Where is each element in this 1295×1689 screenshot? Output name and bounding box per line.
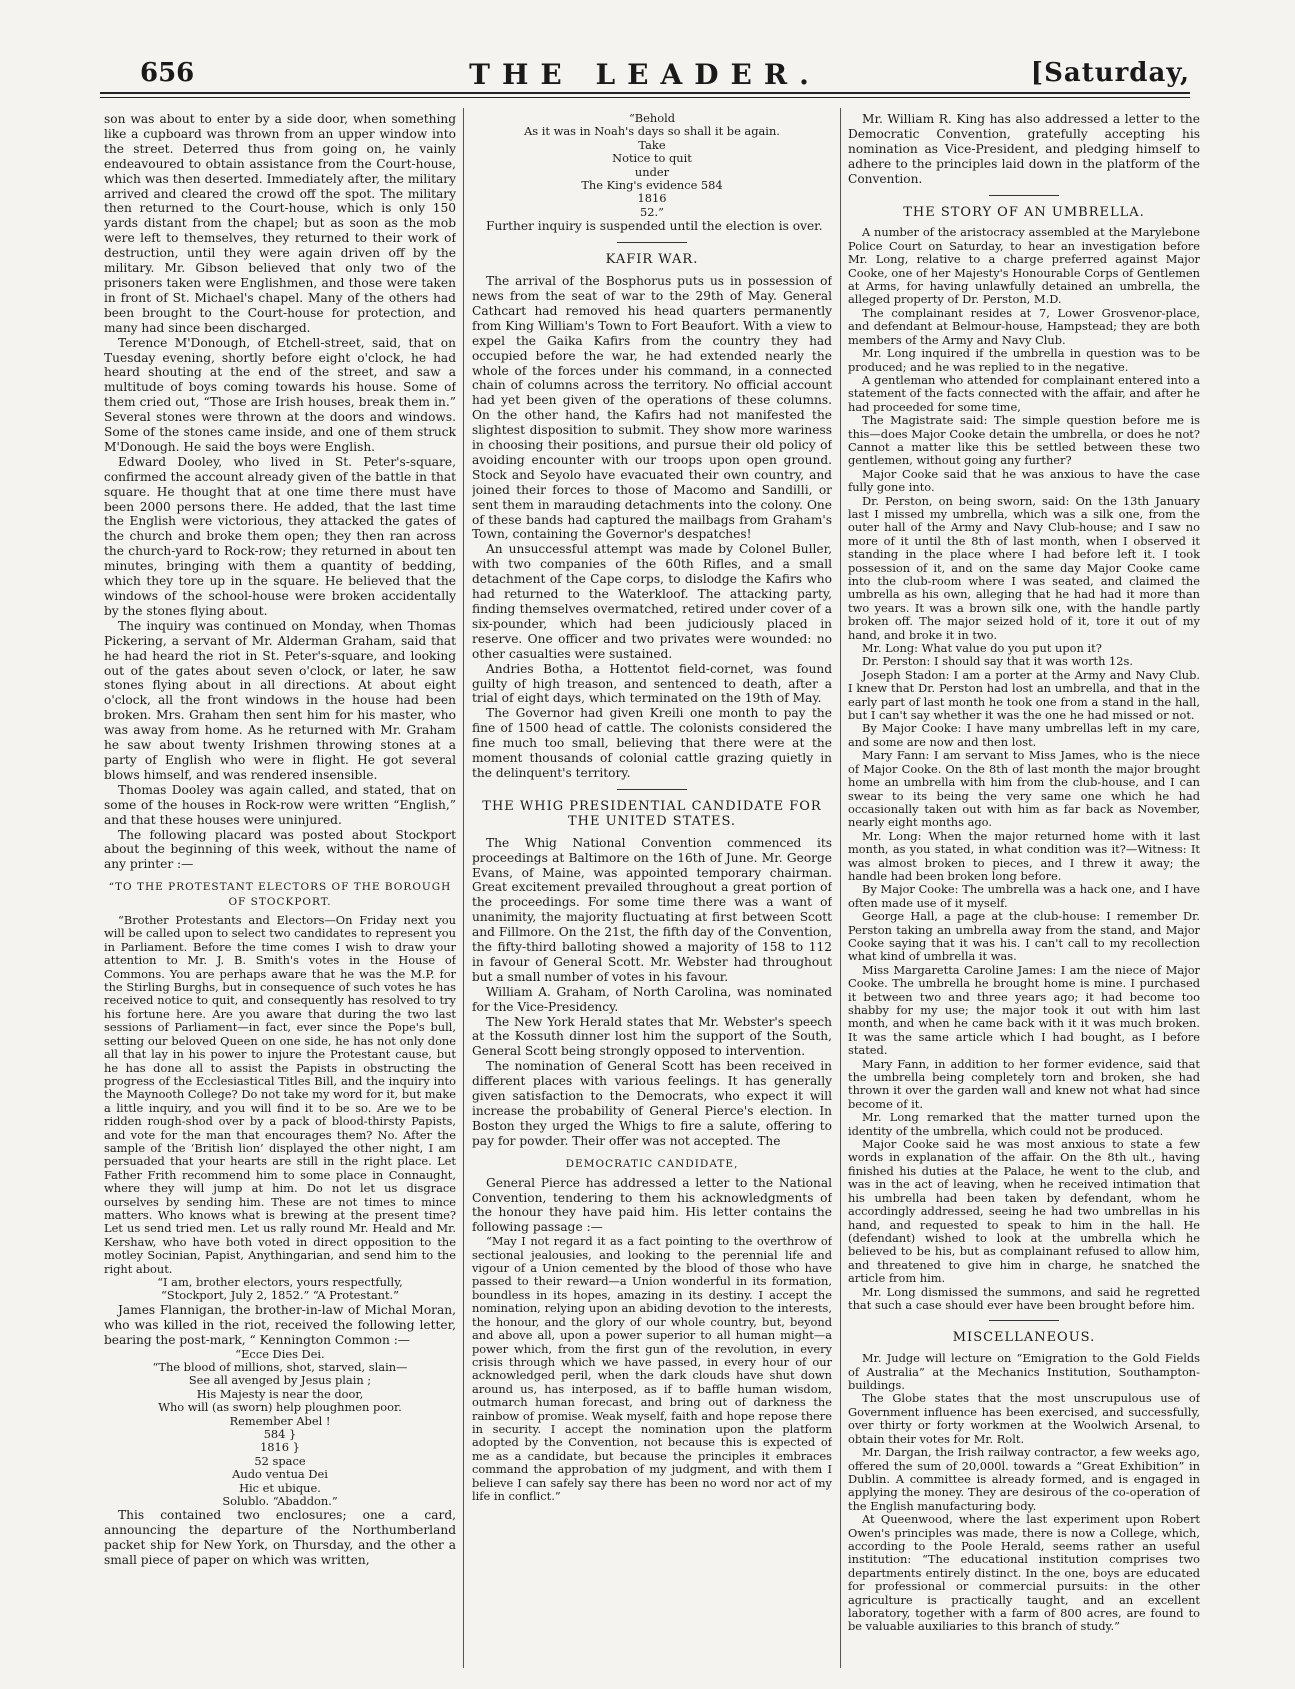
paragraph: Edward Dooley, who lived in St. Peter's-square, confirmed the account already given of the battle in that square. He thought that at one time there must have been 2000 persons there. He added, that the last time the English were victorious, they attacked the gates of the church and broke them open; they then ran across the church-yard to Rock-row; they returned in about ten minutes, bringing with them a quantity of bedding, which they tore up in the square. He believed that the windows of the school-house were broken accidentally by the stones flying about. xyxy=(104,454,456,618)
paragraph: An unsuccessful attempt was made by Colonel Buller, with two companies of the 60th Rifles, and a small detachment of the Cape corps, to dislodge the Kafirs who had returned to the Waterkloof. The attacking party, finding themselves overmatched, retired under cover of a six-pounder, which had been judiciously placed in reserve. One officer and two privates were wounded: no other casualties were sustained. xyxy=(472,542,832,661)
masthead-title: THE LEADER. xyxy=(469,58,821,91)
paragraph: Mr. Long: When the major returned home with it last month, as you stated, in what condition was it?—Witness: It was almost broken to pieces, and I threw it away; the handle had been broken long before. xyxy=(848,828,1200,883)
paragraph: Further inquiry is suspended until the election is over. xyxy=(486,219,823,234)
paragraph: George Hall, a page at the club-house: I remember Dr. Perston taking an umbrella away from the stand, and Major Cooke saying that it was his. I can't call to my recollection what kind of umbrella it was. xyxy=(848,909,1200,964)
paragraph: William A. Graham, of North Carolina, was nominated for the Vice-Presidency. xyxy=(472,984,832,1014)
placard-text: “Brother Protestants and Electors—On Friday next you will be called upon to select two candidates to represent you in Parliament. Before the time comes I wish to draw your attention to Mr. J. B. Smith's votes in the House of Commons. You are perhaps aware that he was the M.P. for the Stirling Burghs, but in consequence of such votes he has received notice to quit, and consequently has resolved to try his fortune here. Are you aware that during the two last sessions of Parliament—in fact, ever since the Pope's bull, setting our beloved Queen on one side, he has not only done all that lay in his power to injure the Protestant cause, but he has done all to assist the Papists in obstructing the progress of the Ecclesiastical Titles Bill, and the inquiry into the Maynooth College? Do not take my word for it, but make a little inquiry, and you will find it to be so. Are we to be ridden rough-shod over by a pack of blood-thirsty Papists, and vote for the man that encourages them? No. After the sample of the ‘British lion’ displayed the other night, I am persuaded that your hearts are still in the right place. Let Father Frith recommend him to some place in Connaught, where they will jump at him. Do not let us disgrace ourselves by sending him. These are not times to mince matters. Who knows what is brewing at the present time? Let us send tried men. Let us rally round Mr. Heald and Mr. Kershaw, who have both voted in direct opposition to the motley Socinian, Papist, Anythingarian, and send him to the right about. xyxy=(104,913,456,1276)
verse-line: As it was in Noah's days so shall it be again. xyxy=(524,124,780,139)
section-separator xyxy=(989,1320,1059,1321)
placard-heading: “TO THE PROTESTANT ELECTORS OF THE BOROUGH OF STOCKPORT. xyxy=(108,881,452,909)
paragraph: By Major Cooke: I have many umbrellas left in my care, and some are now and then lost. xyxy=(848,721,1200,749)
paragraph: By Major Cooke: The umbrella was a hack one, and I have often made use of it myself. xyxy=(848,882,1200,910)
paragraph: Mary Fann, in addition to her former evidence, said that the umbrella being completely torn and broken, she had thrown it over the garden wall and knew not what had since become of it. xyxy=(848,1056,1200,1111)
paragraph: Mr. Dargan, the Irish railway contractor, a few weeks ago, offered the sum of 20,000l. towards a “Great Exhibition” in Dublin. A committee is already formed, and is engaged in applying the money. They are desirous of the co-operation of the English manufacturing body. xyxy=(848,1445,1200,1513)
paragraph: Thomas Dooley was again called, and stated, that on some of the houses in Rock-row were written “English,” and that these houses were uninjured. xyxy=(104,782,456,827)
verse-line: Solublo. “Abaddon.” xyxy=(222,1494,338,1508)
placard-signoff: “I am, brother electors, yours respectfully, xyxy=(157,1275,403,1289)
paragraph: Major Cooke said that he was anxious to have the case fully gone into. xyxy=(848,466,1200,495)
paragraph: Mr. Judge will lecture on “Emigration to the Gold Fields of Australia” at the Mechanics Institution, Southampton-buildings. xyxy=(848,1351,1200,1393)
verse-line: 1816 } xyxy=(260,1440,300,1455)
paragraph: James Flannigan, the brother-in-law of Michal Moran, who was killed in the riot, received the following letter, bearing the post-mark, “ Kennington Common :— xyxy=(104,1302,456,1347)
paragraph: Joseph Stadon: I am a porter at the Army and Navy Club. I knew that Dr. Perston had lost an umbrella, and that in the early part of last month he took one from a stand in the hall, but I can't say whether it was the one he had missed or not. xyxy=(848,667,1200,723)
paragraph: Mr. Long remarked that the matter turned upon the identity of the umbrella, which could not be produced. xyxy=(848,1110,1200,1138)
paragraph: Mary Fann: I am servant to Miss James, who is the niece of Major Cooke. On the 8th of last month the major brought home an umbrella with him from the club-house, and I can swear to its being the very same one which he had occasionally taken out with him as far back as November, nearly eight months ago. xyxy=(848,748,1200,830)
subheading-democratic-candidate: DEMOCRATIC CANDIDATE, xyxy=(565,1157,739,1170)
section-heading-umbrella: THE STORY OF AN UMBRELLA. xyxy=(903,204,1145,220)
verse-line: Hic et ubique. xyxy=(239,1480,321,1495)
header-rule-thin xyxy=(100,97,1190,98)
paragraph: The complainant resides at 7, Lower Grosvenor-place, and defendant at Belmour-house, Hampstead; they are both members of the Army and Navy Club. xyxy=(848,305,1200,347)
verse-line: under xyxy=(634,164,670,179)
paragraph: Major Cooke said he was most anxious to state a few words in explanation of the affair. On the 8th ult., having finished his duties at the Palace, he went to the club, and was in the act of leaving, when he received intimation that his umbrella had been taken by defendant, whom he accordingly addressed, seeing he had two umbrellas in his hand, and requested to speak to him in the hall. He (defendant) wished to look at the umbrella which he believed to be his, but as complainant refused to allow him, and threatened to give him in charge, he snatched the article from him. xyxy=(848,1137,1200,1286)
section-separator xyxy=(617,789,687,790)
paragraph: Mr. William R. King has also addressed a letter to the Democratic Convention, gratefully accepting his nomination as Vice-President, and pledging himself to adhere to the principles laid down in the platform of the Convention. xyxy=(848,112,1200,186)
paragraph: The Magistrate said: The simple question before me is this—does Major Cooke detain the umbrella, or does he not? Cannot a matter like this be settled between these two gentlemen, without going any further? xyxy=(848,413,1200,468)
paragraph: At Queenwood, where the last experiment upon Robert Owen's principles was made, there is now a College, which, according to the Poole Herald, seems rather an useful institution: “The educational institution comprises two departments entirely distinct. In the one, boys are educated for professional or commercial pursuits: in the other agriculture is practically taught, and an excellent laboratory, together with a farm of 800 acres, are found to be valuable auxiliaries to this branch of study.” xyxy=(848,1512,1200,1634)
paragraph: Terence M'Donough, of Etchell-street, said, that on Tuesday evening, shortly before eight o'clock, he had heard shouting at the end of the street, and saw a multitude of boys coming towards his house. Some of them cried out, “Those are Irish houses, break them in.” Several stones were thrown at the doors and windows. Some of the stones came inside, and one of them struck M'Donough. He said the boys were English. xyxy=(104,335,456,454)
column-divider xyxy=(840,108,841,1668)
paragraph: The New York Herald states that Mr. Webster's speech at the Kossuth dinner lost him the support of the South, General Scott being strongly opposed to intervention. xyxy=(472,1014,832,1059)
verse-line: “Behold xyxy=(628,112,676,125)
section-separator xyxy=(617,242,687,243)
verse-line: Audo ventua Dei xyxy=(232,1467,328,1482)
paragraph: A number of the aristocracy assembled at the Marylebone Police Court on Saturday, to hear an investigation before Mr. Long, relative to a charge preferred against Major Cooke, one of her Majesty's Honourable Corps of Gentlemen at Arms, for having unlawfully detained an umbrella, the alleged property of Dr. Perston, M.D. xyxy=(848,225,1200,307)
verse-line: Take xyxy=(638,137,666,152)
header-rule-thick xyxy=(100,92,1190,94)
paragraph: Miss Margaretta Caroline James: I am the niece of Major Cooke. The umbrella he brought home is mine. I purchased it between two and three years ago; it had become too shabby for my use; the major took it out with him last month, and when he came back with it it was much broken. It was the same article which I had bought, as I before stated. xyxy=(848,962,1200,1058)
paragraph: The inquiry was continued on Monday, when Thomas Pickering, a servant of Mr. Alderman Graham, said that he had heard the riot in St. Peter's-square, and looking out of the gates about seven o'clock, or later, he saw stones flying about in all directions. At about eight o'clock, all the front windows in the house had been broken. Mrs. Graham then sent him for his master, who was away from home. As he returned with Mr. Graham he saw about twenty Irishmen throwing stones at a party of English who were in flight. He got several blows himself, and was rendered insensible. xyxy=(104,618,456,782)
verse-line: Notice to quit xyxy=(612,151,692,166)
column-right xyxy=(848,112,1200,1672)
column-middle xyxy=(472,112,832,1672)
placard-signature: “Stockport, July 2, 1852.” “A Protestant.” xyxy=(161,1288,399,1303)
verse-line: 584 } xyxy=(263,1426,297,1441)
verse-line: “Ecce Dies Dei. xyxy=(235,1346,325,1361)
column-left xyxy=(104,112,456,1672)
verse-line: 52.” xyxy=(640,204,664,219)
paragraph: General Pierce has addressed a letter to the National Convention, tendering to them his acknowledgments of the honour they have paid him. His letter contains the following passage :— xyxy=(472,1175,832,1235)
verse-line: Who will (as sworn) help ploughmen poor. xyxy=(158,1400,402,1415)
verse-line: Remember Abel ! xyxy=(229,1413,331,1428)
verse-line: “The blood of millions, shot, starved, slain— xyxy=(152,1359,408,1374)
paragraph: son was about to enter by a side door, when something like a cupboard was thrown from an upper window into the street. Deterred thus from going on, he vainly endeavoured to obtain assistance from the Court-house, which was then deserted. Immediately after, the military arrived and cleared the crowd off the spot. The military then returned to the Court-house, which is only 150 yards distant from the chapel; but as soon as the mob were left to themselves, they returned to their work of destruction, until they were again driven off by the military. Mr. Gibson believed that only two of the prisoners taken were Englishmen, and those were taken in front of St. Michael's chapel. Many of the others had been brought to the Court-house for protection, and many had since been discharged. xyxy=(104,112,456,335)
paragraph: This contained two enclosures; one a card, announcing the departure of the Northumberland packet ship for New York, on Thursday, and the other a small piece of paper on which was written, xyxy=(104,1508,456,1568)
quoted-letter: “May I not regard it as a fact pointing to the overthrow of sectional jealousies, and looking to the perennial life and vigour of a Union cemented by the blood of those who have passed to their reward—a Union wonderful in its formation, boundless in its hopes, amazing in its destiny. I accept the nomination, relying upon an abiding devotion to the interests, the honour, and the glory of our whole country, but, beyond and above all, upon a power superior to all human might—a power which, from the first gun of the revolution, in every crisis through which we have passed, in every hour of our acknowledged peril, when the dark clouds have shut down around us, has interposed, as if to baffle human wisdom, outmarch human forecast, and bring out of darkness the rainbow of promise. Weak myself, faith and hope repose there in security. I accept the nomination upon the platform adopted by the Convention, not because this is expected of me as a candidate, but because the principles it embraces command the approbation of my judgment, and with them I believe I can safely say there has been no word nor act of my life in conflict.” xyxy=(472,1234,832,1503)
paragraph: The Globe states that the most unscrupulous use of Government influence has been exercised, and successfully, over thirty or forty workmen at the Woolwich Arsenal, to obtain their votes for Mr. Rolt. xyxy=(848,1391,1200,1446)
paragraph: The nomination of General Scott has been received in different places with various feelings. It has generally given satisfaction to the Democrats, who expect it will increase the probability of General Pierce's election. In Boston they urged the Whigs to fire a salute, offering to pay for powder. Their offer was not accepted. The xyxy=(472,1059,832,1148)
verse-line: His Majesty is near the door, xyxy=(196,1386,364,1401)
section-separator xyxy=(989,195,1059,196)
verse-line: See all avenged by Jesus plain ; xyxy=(188,1373,372,1388)
paragraph: Dr. Perston, on being sworn, said: On the 13th January last I missed my umbrella, which was a silk one, from the outer hall of the Army and Navy Club-house; and I saw no more of it until the 8th of last month, when I observed it standing in the place where I had before left it. I took possession of it, and on the same day Major Cooke came into the club-room where I was seated, and claimed the umbrella as his own, alleging that he had had it more than two years. It was a brown silk one, with the handle partly broken off. The major seized hold of it, tore it out of my hand, and broke it in two. xyxy=(848,493,1200,642)
section-heading-miscellaneous: MISCELLANEOUS. xyxy=(952,1330,1096,1346)
verse-line: 1816 xyxy=(637,191,667,206)
column-divider xyxy=(463,108,464,1668)
paragraph: Dr. Perston: I should say that it was worth 12s. xyxy=(862,654,1134,669)
paragraph: Mr. Long dismissed the summons, and said he regretted that such a case should ever have been brought before him. xyxy=(848,1284,1200,1312)
verse-line: The King's evidence 584 xyxy=(581,178,723,193)
paragraph: The Whig National Convention commenced its proceedings at Baltimore on the 16th of June. Mr. George Evans, of Maine, was appointed temporary chairman. Great excitement prevailed throughout a great portion of the proceedings. For some time there was a want of unanimity, the majority fluctuating at first between Scott and Fillmore. On the 21st, the fifth day of the Convention, the fifty-third balloting showed a majority of 158 to 112 in favour of General Scott. Mr. Webster had throughout but a small number of votes in his favour. xyxy=(472,835,832,984)
paragraph: The Governor had given Kreili one month to pay the fine of 1500 head of cattle. The colonists considered the fine much too small, believing that there were at the moment thousands of colonial cattle grazing quietly in the delinquent's territory. xyxy=(472,706,832,780)
paragraph: The arrival of the Bosphorus puts us in possession of news from the seat of war to the 29th of May. General Cathcart had removed his head quarters permanently from King William's Town to Fort Beaufort. With a view to expel the Gaika Kafirs from the country they had occupied before the war, he had extended nearly the whole of the forces under his command, in a connected chain of columns across the territory. No official account had yet been given of the operations of these columns. On the other hand, the Kafirs had not manifested the slightest disposition to submit. They show more wariness in choosing their positions, and pursue their old policy of avoiding encounter with our troops upon open ground. Stock and Seyolo have evacuated their own country, and joined their forces to those of Macomo and Sandilli, or sent them in marauding detachments into the colony. One of these bands had captured the mailbags from Graham's Town, containing the Governor's despatches! xyxy=(472,274,832,542)
issue-day: [Saturday, xyxy=(1030,58,1190,88)
paragraph: Mr. Long inquired if the umbrella in question was to be produced; and he was replied to in the negative. xyxy=(848,346,1200,374)
page-number: 656 xyxy=(140,58,195,88)
paragraph: Mr. Long: What value do you put upon it? xyxy=(862,641,1102,656)
section-heading-kafir-war: KAFIR WAR. xyxy=(605,252,699,268)
verse-line: 52 space xyxy=(254,1453,306,1468)
paragraph: Andries Botha, a Hottentot field-cornet, was found guilty of high treason, and sentenced to death, after a trial of eight days, which terminated on the 19th of May. xyxy=(472,661,832,706)
paragraph: A gentleman who attended for complainant entered into a statement of the facts connected with the affair, and after he had proceeded for some time, xyxy=(848,372,1200,414)
section-heading-whig-candidate: THE WHIG PRESIDENTIAL CANDIDATE FOR THE UNITED STATES. xyxy=(482,798,822,829)
paragraph: The following placard was posted about Stockport about the beginning of this week, without the name of any printer :— xyxy=(104,827,456,872)
